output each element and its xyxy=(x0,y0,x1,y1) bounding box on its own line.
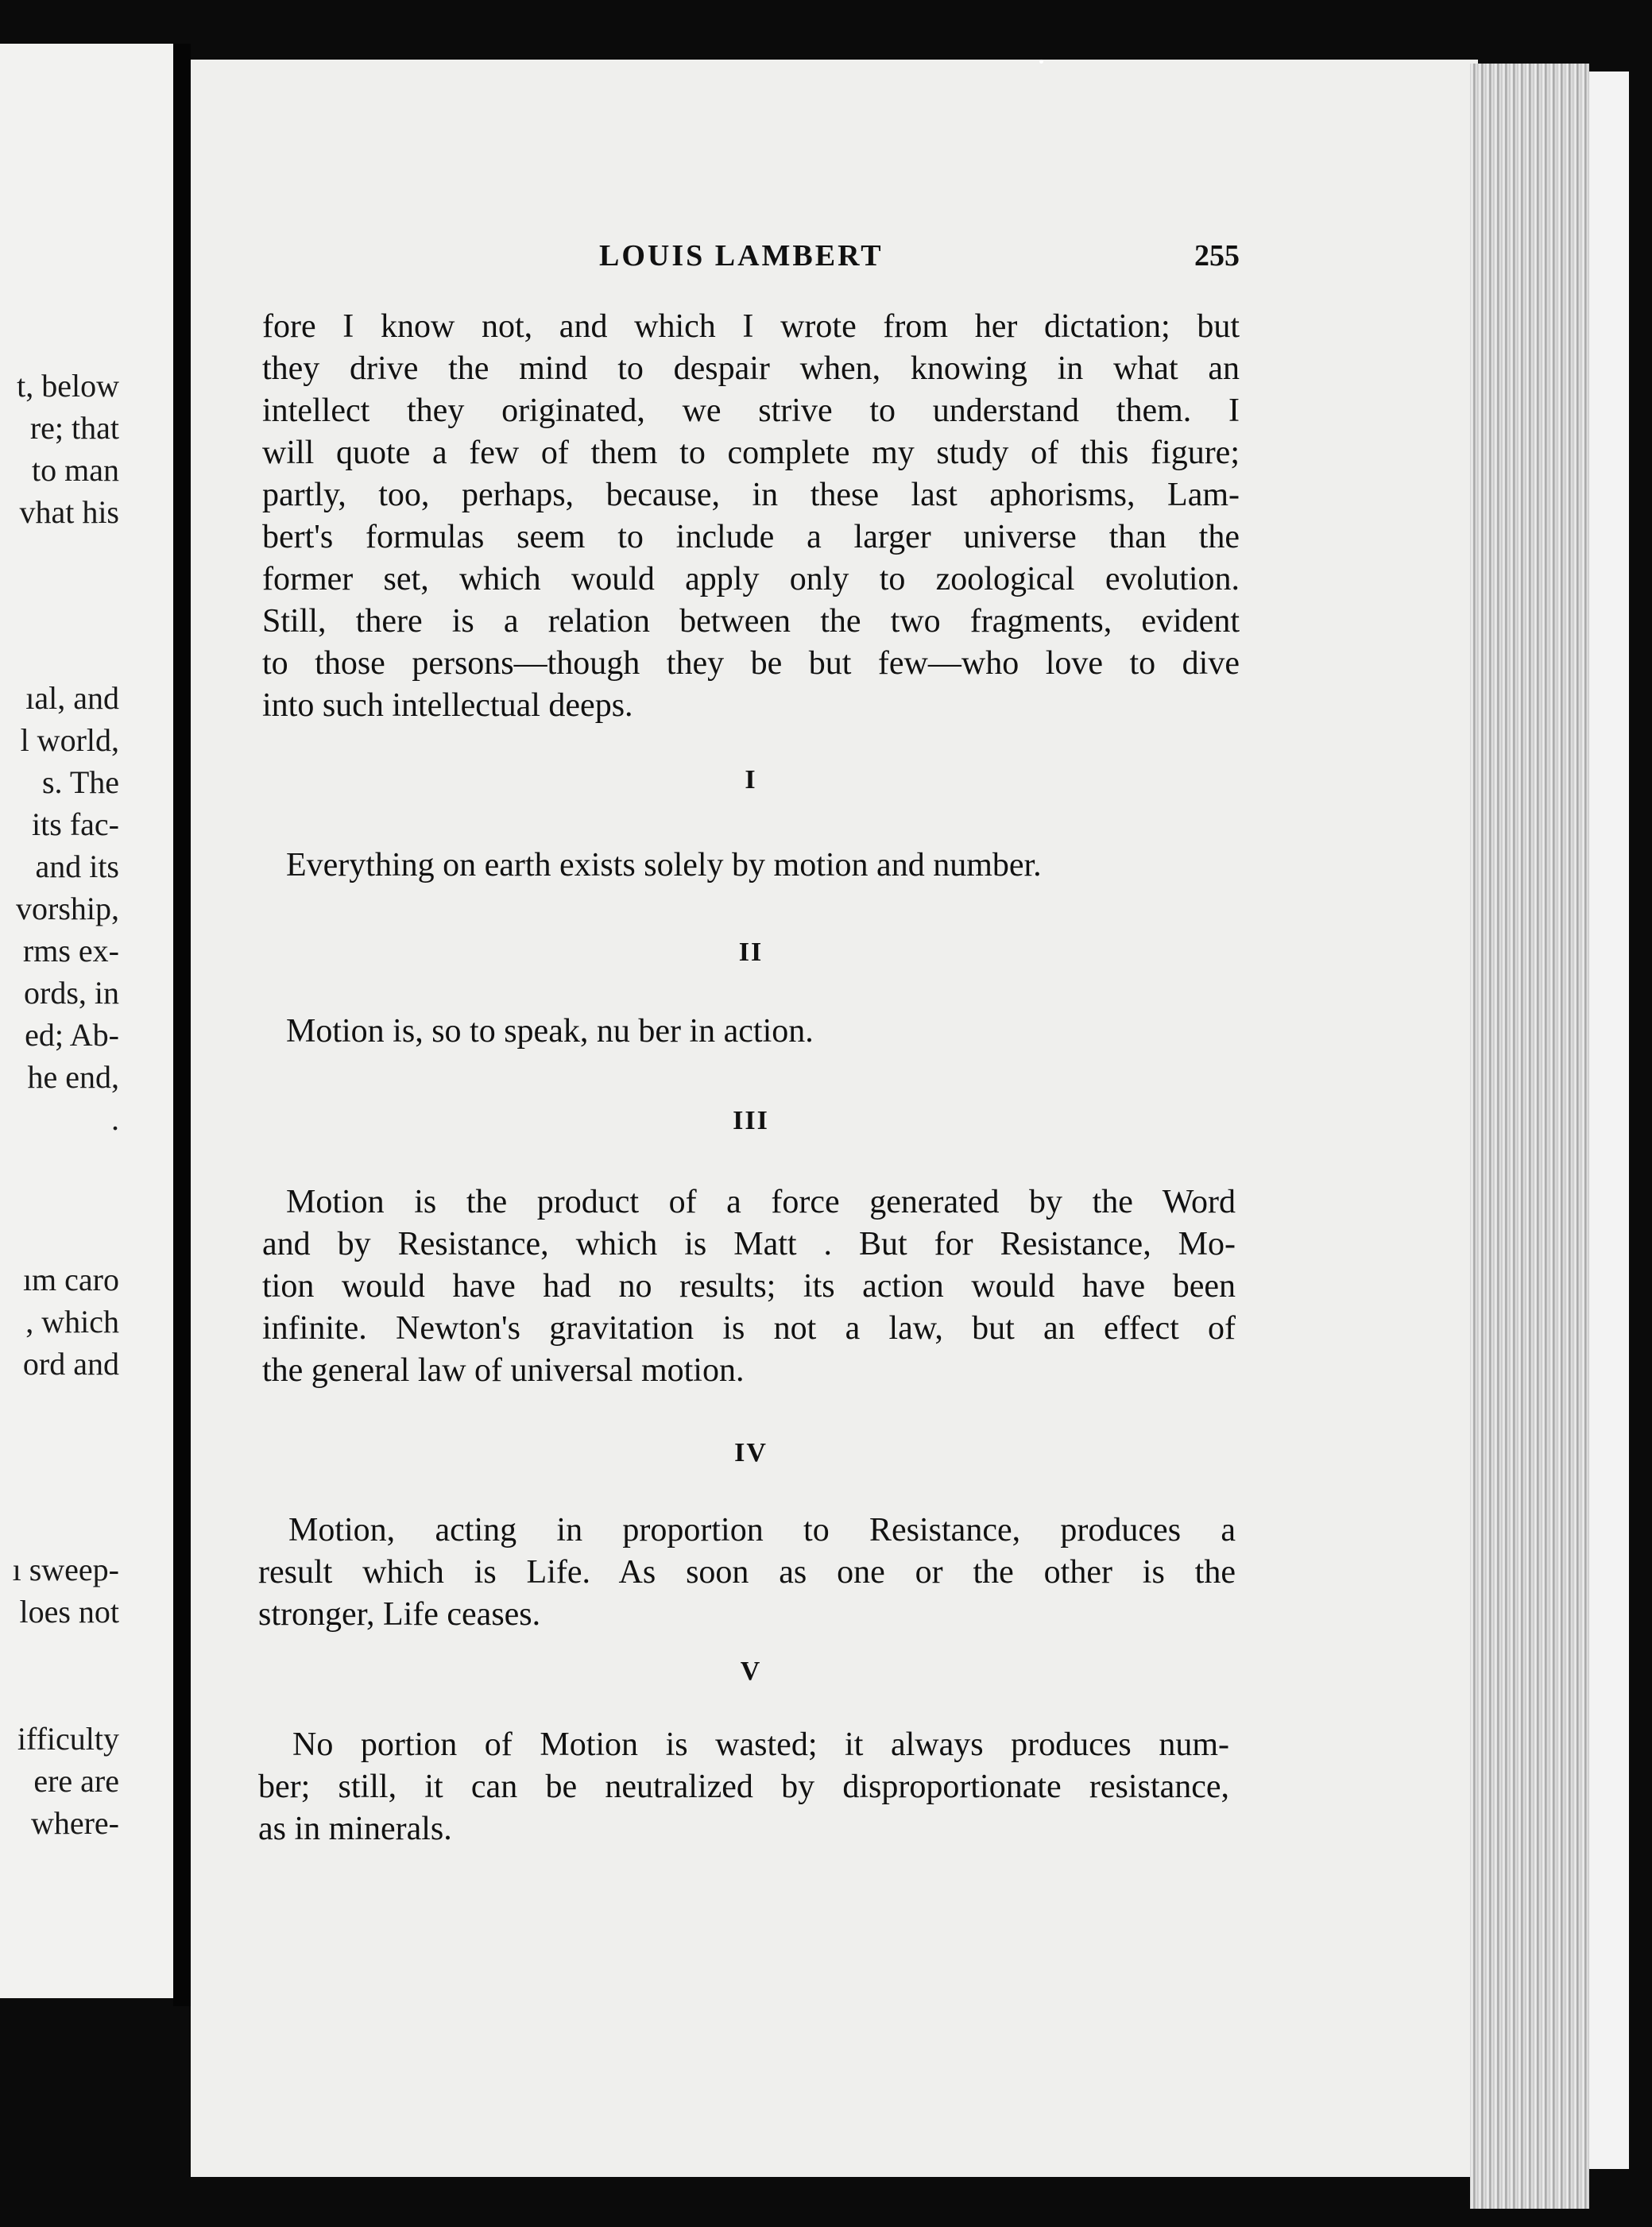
paragraph-line: fore I know not, and which I wrote from her dictation; but xyxy=(262,308,1240,345)
aphorism-line: Motion, acting in proportion to Resistance, produces a xyxy=(288,1512,1236,1548)
aphorism-line: result which is Life. As soon as one or the other is the xyxy=(258,1554,1236,1591)
previous-page-line: he end, xyxy=(27,1059,119,1095)
previous-page-line: s. The xyxy=(41,764,119,800)
aphorism-line: tion would have had no results; its action would have been xyxy=(262,1268,1236,1305)
section-numeral: II xyxy=(738,938,764,967)
previous-page-line: loes not xyxy=(19,1594,119,1630)
running-head xyxy=(262,238,1240,286)
paragraph-line: they drive the mind to despair when, knowing in what an xyxy=(262,350,1240,387)
section-numeral: V xyxy=(740,1657,762,1686)
aphorism-line: No portion of Motion is wasted; it always produces num- xyxy=(292,1726,1229,1763)
aphorism-2 xyxy=(286,1011,1236,1053)
aphorism-line: Motion is, so to speak, nu ber in action. xyxy=(286,1013,814,1050)
previous-page-line: to man xyxy=(32,452,119,488)
aphorism-4 xyxy=(258,1510,1236,1636)
page-number: 255 xyxy=(1194,239,1240,273)
page-edge-strip xyxy=(1589,72,1629,2169)
section-numeral: I xyxy=(745,765,757,795)
aphorism-line: and by Resistance, which is Matt . But for Resistance, Mo- xyxy=(262,1226,1236,1262)
section-numeral: IV xyxy=(734,1438,768,1467)
book-spine xyxy=(173,44,191,2006)
previous-page xyxy=(0,44,184,1998)
page-edges xyxy=(1470,64,1589,2209)
aphorism-line: as in minerals. xyxy=(258,1811,452,1847)
previous-page-line: l world, xyxy=(20,722,119,758)
previous-page-line: rms ex- xyxy=(22,933,119,969)
aphorism-line: stronger, Life ceases. xyxy=(258,1596,541,1633)
aphorism-5 xyxy=(258,1724,1229,1850)
previous-page-line: re; that xyxy=(29,410,119,446)
section-numeral: III xyxy=(733,1106,769,1135)
scan-speck xyxy=(1039,60,1043,64)
running-title: LOUIS LAMBERT xyxy=(599,239,884,273)
aphorism-line: the general law of universal motion. xyxy=(262,1352,745,1389)
aphorism-3 xyxy=(262,1181,1236,1392)
previous-page-line: ed; Ab- xyxy=(25,1017,119,1053)
intro-paragraph xyxy=(262,306,1240,727)
paragraph-line: bert's formulas seem to include a larger universe than the xyxy=(262,519,1240,555)
previous-page-line: ıal, and xyxy=(25,680,119,716)
paragraph-line: former set, which would apply only to zoological evolution. xyxy=(262,561,1240,597)
previous-page-line: ere are xyxy=(33,1763,119,1799)
aphorism-line: infinite. Newton's gravitation is not a law, but an effect of xyxy=(262,1310,1236,1347)
paragraph-line: intellect they originated, we strive to understand them. I xyxy=(262,392,1240,429)
paragraph-line: to those persons—though they be but few—who love to dive xyxy=(262,645,1240,682)
previous-page-line: vhat his xyxy=(19,494,119,530)
previous-page-line: , which xyxy=(25,1304,119,1340)
paragraph-line: will quote a few of them to complete my study of this figure; xyxy=(262,435,1240,471)
previous-page-line: where- xyxy=(30,1805,119,1841)
previous-page-line: . xyxy=(111,1101,119,1137)
previous-page-line: ı sweep- xyxy=(12,1552,119,1587)
previous-page-line: ords, in xyxy=(24,975,119,1011)
previous-page-line: vorship, xyxy=(16,891,119,926)
previous-page-line: and its xyxy=(35,849,119,884)
aphorism-line: Everything on earth exists solely by motion and number. xyxy=(286,847,1042,883)
previous-page-line: t, below xyxy=(17,368,119,404)
aphorism-1 xyxy=(286,845,1236,887)
paragraph-line: into such intellectual deeps. xyxy=(262,687,633,724)
aphorism-line: ber; still, it can be neutralized by disproportionate resistance, xyxy=(258,1769,1229,1805)
aphorism-line: Motion is the product of a force generated by the Word xyxy=(286,1184,1236,1220)
previous-page-line: ifficulty xyxy=(17,1721,119,1757)
previous-page-line: ord and xyxy=(22,1346,119,1382)
paragraph-line: partly, too, perhaps, because, in these last aphorisms, Lam- xyxy=(262,477,1240,513)
previous-page-line: ım caro xyxy=(22,1262,119,1297)
paragraph-line: Still, there is a relation between the two fragments, evident xyxy=(262,603,1240,640)
previous-page-line: its fac- xyxy=(32,806,119,842)
